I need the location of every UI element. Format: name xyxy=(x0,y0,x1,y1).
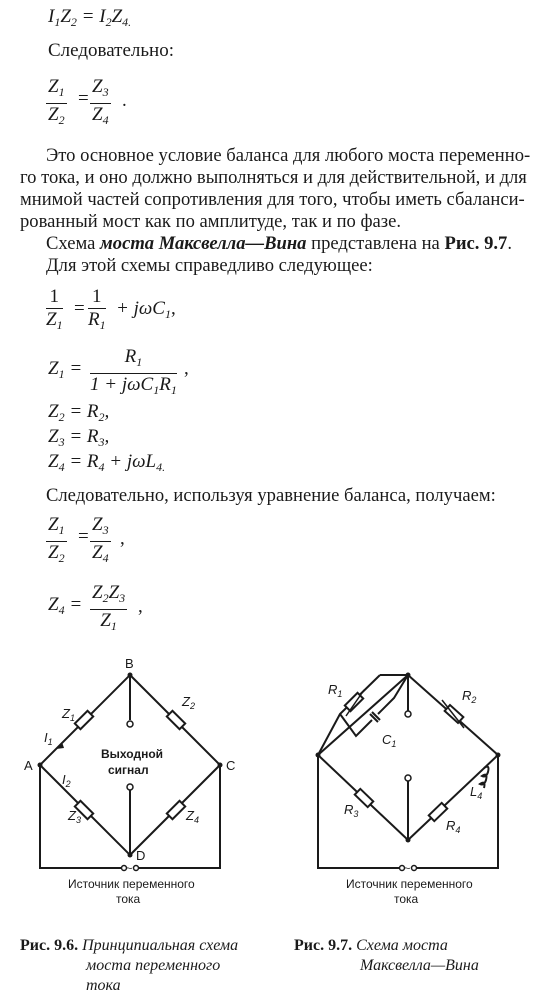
label-c1: $C_1$ xyxy=(382,732,397,749)
equation-z3: $Z_3 = R_3$, xyxy=(48,426,110,449)
caption-fig-9-7: Рис. 9.7. Схема моста xyxy=(294,937,448,954)
ac-tilde-icon: ~ xyxy=(126,863,133,875)
figure-9-7-maxwell-wien-bridge xyxy=(288,650,528,920)
label-r4: $R_4$ xyxy=(446,818,461,835)
resistor-z1 xyxy=(75,711,93,729)
source-label-1: Источник переменного xyxy=(346,877,473,891)
label-z4: $Z_4$ xyxy=(186,808,199,825)
source-terminal-right xyxy=(134,866,139,871)
node-label-a: A xyxy=(24,758,33,773)
source-wire-right xyxy=(138,765,220,868)
ac-tilde-icon: ~ xyxy=(404,863,411,875)
equation-z2: $Z_2 = R_2$, xyxy=(48,401,110,424)
node-label-c: C xyxy=(226,758,236,773)
source-label-2: тока xyxy=(116,892,141,906)
node-label-b: B xyxy=(125,656,134,671)
paragraph-balance-condition: Это основное условие баланса для любого моста переменно- го тока, и оно должно выполняться и для действительной, и для мнимой частей сопротивления для того, чтобы иметь сбаланси- рованный мост как по амплитуде, так и по фазе. xyxy=(20,145,531,232)
resistor-z4 xyxy=(167,801,185,819)
document-page: $I_1Z_2 = I_2Z_{4.}$ Следовательно: $\frac{Z_1}{Z_2}$ = $\frac{Z_3}{Z_4}$ . Это основное условие баланса для любого моста переменно- го тока, и оно должно выполняться и для действительной, и для мнимой частей сопротивления для того, чтобы иметь сбаланси- рованный мост как по амплитуде, так и по фазе. Схема моста Максвелла—Вина представлена на Рис. 9.7. Для этой схемы справедливо следующее: $\frac{1}{Z_1}$ = $\frac{1}{R_1}$ + jωC$_1$, $Z_1$ = $R_1$ $1 + j\omega C_1R_1$ , $Z_2 = R_2$, $Z_3 = R_3$, $Z_4 = R_4 + j\omega L_{4.}$ Следовательно, используя уравнение баланса, получаем: $\frac{Z_1}{Z_2}$ = $\frac{Z_3}{Z_4}$ , $Z_4$ = $\frac{Z_2Z_3}{Z_1}$ , B A C D Выходной сигнал ~ Источник переменного тока $Z_1$ $Z_2$ $Z_3$ $Z_4$ $I_1$ $I_2$ ~ Источник переменного тока $R_1$ $C_1$ $R_2$ $R_3$ $R_4$ $L_4$ Рис. 9.6. Принципиальная схема моста переменного тока Рис. 9.7. Схема моста Максвелла—Вина xyxy=(0,0,554,1008)
node-label-d: D xyxy=(136,848,146,863)
output-terminal-top xyxy=(405,711,411,717)
output-terminal-bottom xyxy=(127,784,133,790)
figure-9-6-ac-bridge xyxy=(0,650,270,920)
output-label-2: сигнал xyxy=(108,763,149,777)
caption-fig-9-6-line3: тока xyxy=(86,977,121,994)
label-z3: $Z_3$ xyxy=(68,808,81,825)
equation-current-balance: $I_1Z_2 = I_2Z_{4.}$ xyxy=(48,6,132,29)
label-r1: $R_1$ xyxy=(328,682,343,699)
caption-fig-9-6: Рис. 9.6. Принципиальная схема xyxy=(20,937,239,954)
source-label-1: Источник переменного xyxy=(68,877,195,891)
label-z1: $Z_1$ xyxy=(62,706,75,723)
resistor-r3 xyxy=(355,789,374,807)
capacitor-branch-wire xyxy=(340,714,372,736)
text-valid-relations: Для этой схемы справедливо следующее: xyxy=(46,255,373,276)
output-label-1: Выходной xyxy=(101,747,164,761)
source-label-2: тока xyxy=(394,892,419,906)
output-terminal-bottom xyxy=(405,775,411,781)
caption-fig-9-7-line2: Максвелла—Вина xyxy=(360,957,479,974)
label-z2: $Z_2$ xyxy=(182,694,195,711)
source-wire-left xyxy=(40,765,122,868)
source-terminal-right xyxy=(412,866,417,871)
label-r2: $R_2$ xyxy=(462,688,477,705)
resistor-r4 xyxy=(429,803,448,821)
label-i1: $I_1$ xyxy=(44,730,53,747)
text-therefore-1: Следовательно: xyxy=(48,40,174,61)
caption-fig-9-6-line2: моста переменного xyxy=(86,957,221,974)
output-terminal-top xyxy=(127,721,133,727)
paragraph-maxwell-wien-intro: Схема моста Максвелла—Вина представлена на Рис. 9.7. xyxy=(46,233,512,254)
resistor-z2 xyxy=(167,711,185,729)
label-r3: $R_3$ xyxy=(344,802,359,819)
label-l4: $L_4$ xyxy=(470,784,483,801)
label-i2: $I_2$ xyxy=(62,772,71,789)
equation-z4: $Z_4 = R_4 + j\omega L_{4.}$ xyxy=(48,451,166,474)
text-therefore-2: Следовательно, используя уравнение баланса, получаем: xyxy=(46,485,496,506)
